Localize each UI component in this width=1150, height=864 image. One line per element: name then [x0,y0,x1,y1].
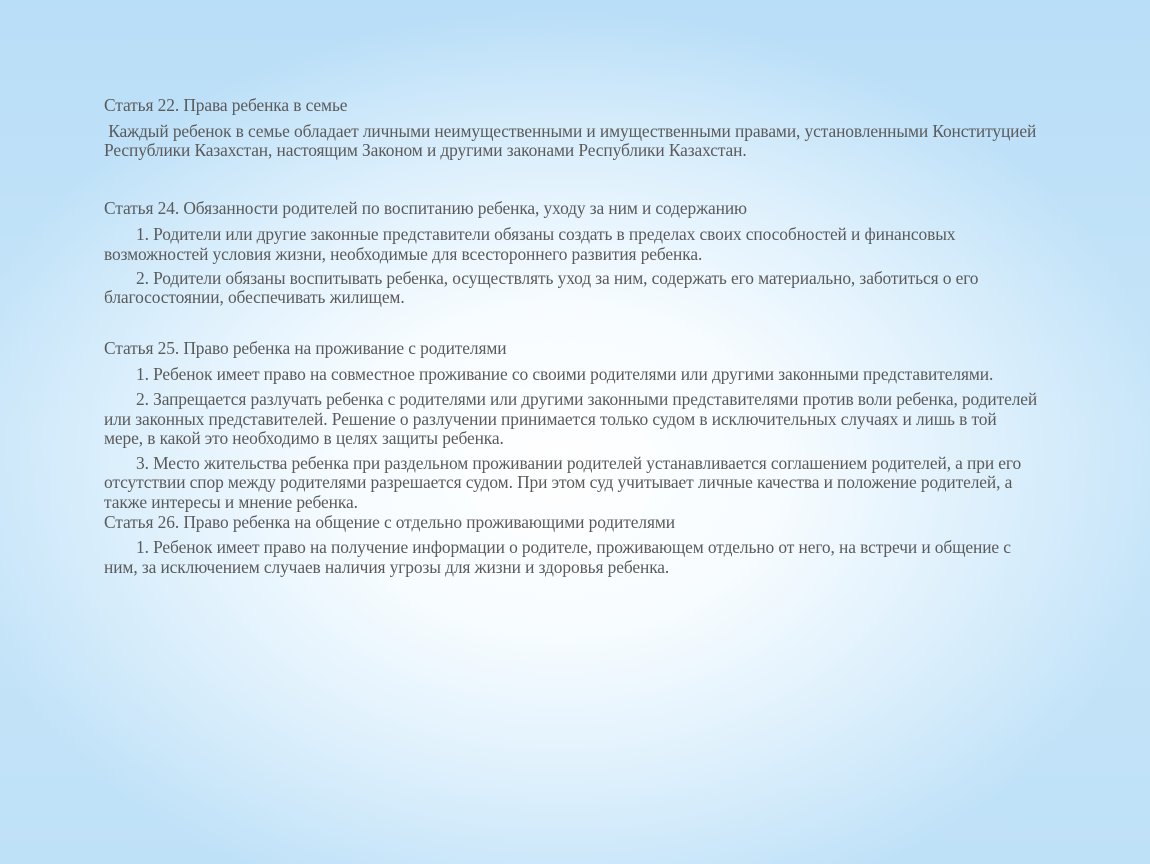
article-26-heading: Статья 26. Право ребенка на общение с отдельно проживающими родителями [104,511,675,532]
article-22-paragraph: Каждый ребенок в семье обладает личными неимущественными и имущественными правами, установленными Конституцией Республики Казахстан, настоящим Законом и другими законами Республики Казахстан. [104,120,1041,161]
article-24-heading: Статья 24. Обязанности родителей по воспитанию ребенка, уходу за ним и содержанию [104,197,747,218]
article-25-heading: Статья 25. Право ребенка на проживание с родителями [104,337,507,358]
article-25-item-1: 1. Ребенок имеет право на совместное проживание со своими родителями или другими законными представителями. [136,364,994,385]
article-24-item-1: 1. Родители или другие законные представители обязаны создать в пределах своих способностей и финансовых возможностей условия жизни, необходимые для всестороннего развития ребенка. [104,224,956,264]
article-25-item-3: 3. Место жительства ребенка при раздельном проживании родителей устанавливается соглашением родителей, а при его отсутствии спор между родителями разрешается судом. При этом суд учитывает личные качества и положение родителей, а также интересы и мнение ребенка. [104,452,1022,512]
slide-text-body [104,96,1039,577]
article-26-item-1: 1. Ребенок имеет право на получение информации о родителе, проживающем отдельно от него, на встречи и общение с ним, за исключением случаев наличия угрозы для жизни и здоровья ребенка. [104,537,1011,577]
article-24-item-2: 2. Родители обязаны воспитывать ребенка, осуществлять уход за ним, содержать его материально, заботиться о его благосостоянии, обеспечивать жилищем. [104,267,979,308]
article-22-heading: Статья 22. Права ребенка в семье [104,95,348,115]
article-25-item-2: 2. Запрещается разлучать ребенка с родителями или другими законными представителями против воли ребенка, родителей или законных представителей. Решение о разлучении принимается только судом в исключительных случаях и лишь в той мере, в какой это необходимо в целях защиты ребенка. [104,388,1038,449]
